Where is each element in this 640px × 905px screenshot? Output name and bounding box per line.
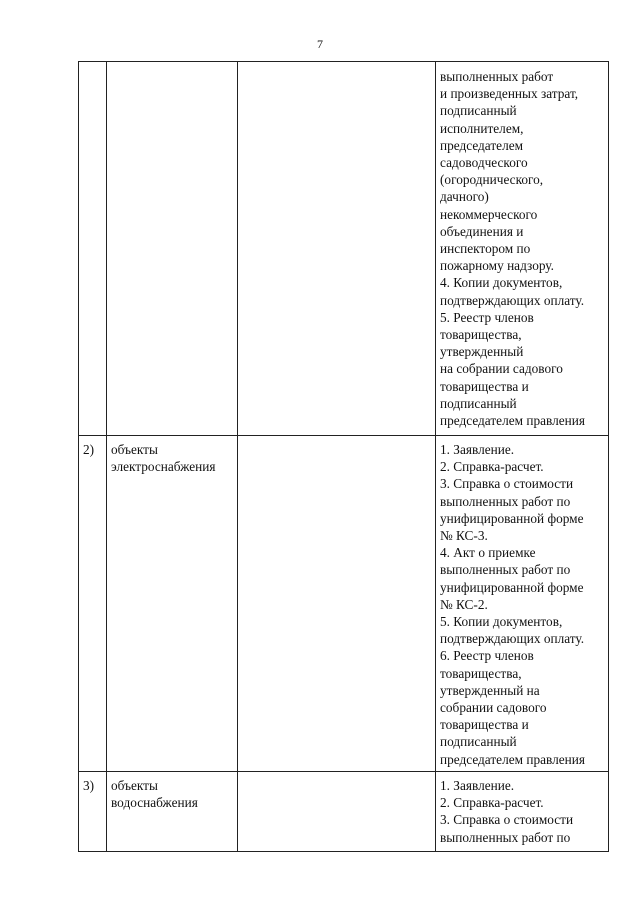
document-line: подтверждающих оплату.: [440, 292, 585, 308]
documents-cell: [436, 62, 609, 436]
table-body: [79, 62, 609, 852]
document-line: 2. Справка-расчет.: [440, 795, 544, 811]
table-row: [79, 62, 609, 436]
document-line: выполненных работ по: [440, 829, 571, 845]
document-line: 5. Реестр членов: [440, 309, 534, 325]
documents-cell: [436, 772, 609, 852]
page-number: 7: [317, 37, 323, 51]
document-line: товарищества,: [440, 665, 522, 681]
document-line: инспектором по: [440, 241, 531, 257]
document-line: унифицированной форме: [440, 510, 584, 526]
document-line: товарищества и: [440, 378, 529, 394]
document-line: некоммерческого: [440, 206, 538, 222]
document-line: товарищества,: [440, 327, 522, 343]
document-line: председателем правления: [440, 413, 586, 429]
document-line: утвержденный: [440, 344, 524, 360]
empty-cell: [238, 62, 436, 436]
document-line: исполнителем,: [440, 120, 524, 136]
object-name-line: водоснабжения: [111, 795, 198, 811]
document-line: 3. Справка о стоимости: [440, 476, 574, 492]
document-line: № КС-2.: [440, 596, 488, 612]
document-line: подписанный: [440, 103, 517, 119]
document-line: дачного): [440, 189, 489, 205]
document-line: выполненных работ по: [440, 562, 571, 578]
document-line: подписанный: [440, 734, 517, 750]
document-line: собрании садового: [440, 700, 547, 716]
document-line: (огороднического,: [440, 172, 544, 188]
empty-cell: [238, 436, 436, 772]
object-name-line: объекты: [111, 442, 158, 457]
document-line: подтверждающих оплату.: [440, 631, 585, 647]
document-line: и произведенных затрат,: [440, 86, 579, 102]
document-line: № КС-3.: [440, 528, 488, 544]
document-line: 1. Заявление.: [440, 778, 515, 793]
document-line: пожарному надзору.: [440, 258, 554, 274]
object-name-line: объекты: [111, 778, 158, 793]
document-line: объединения и: [440, 223, 524, 239]
document-line: 4. Копии документов,: [440, 275, 563, 291]
document-line: подписанный: [440, 395, 517, 411]
documents-cell: [436, 436, 609, 772]
document-line: унифицированной форме: [440, 579, 584, 595]
document-line: садоводческого: [440, 155, 528, 171]
empty-cell: [238, 772, 436, 852]
document-line: председателем: [440, 137, 524, 153]
table-row: [79, 772, 609, 852]
object-name-cell: [107, 772, 238, 852]
document-line: 5. Копии документов,: [440, 614, 563, 630]
documents-table: [78, 61, 609, 852]
document-line: 1. Заявление.: [440, 442, 515, 457]
object-name-line: электроснабжения: [111, 459, 216, 475]
document-line: на собрании садового: [440, 361, 563, 377]
document-line: 4. Акт о приемке: [440, 545, 536, 561]
document-line: выполненных работ: [440, 69, 554, 84]
row-number-cell: 3): [79, 772, 107, 852]
document-line: товарищества и: [440, 717, 529, 733]
document-line: выполненных работ по: [440, 493, 571, 509]
document-line: 2. Справка-расчет.: [440, 459, 544, 475]
document-line: 6. Реестр членов: [440, 648, 534, 664]
table-row: [79, 436, 609, 772]
document-line: председателем правления: [440, 751, 586, 767]
row-number-cell: 2): [79, 436, 107, 772]
document-line: утвержденный на: [440, 682, 540, 698]
document-line: 3. Справка о стоимости: [440, 812, 574, 828]
row-number-cell: [79, 62, 107, 436]
object-name-cell: [107, 436, 238, 772]
object-name-cell: [107, 62, 238, 436]
